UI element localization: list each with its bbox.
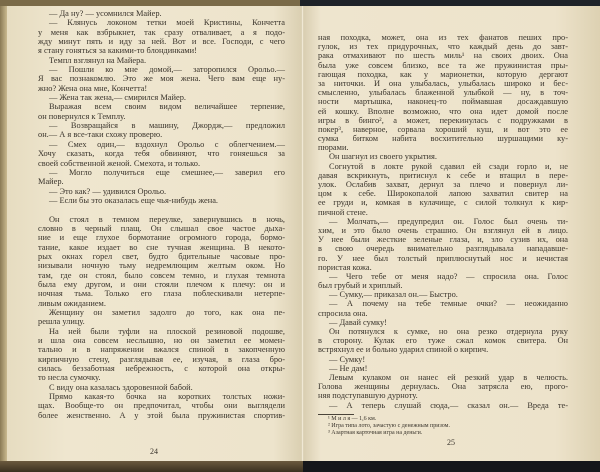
text-line: и шла она совсем неслышно, но он заметил ее момен- [38,336,285,346]
text-line: — А почему на тебе темные очки? — неожиданно [329,299,568,309]
text-line: пичной стене. [318,207,368,217]
text-line: У нее были жесткие зеленые глаза, и, зло сузив их, она [318,235,568,245]
text-line: низывали ночную тьму недремлющим желтым оком. Но [38,261,285,271]
text-line: была уже совсем близко, все та же пружинистая пры- [318,60,568,70]
text-line: ная походка, может, она из тех фанатов пеших про- [318,33,568,42]
book-cover-bottom-left [0,461,303,472]
footnote-divider [318,414,354,415]
text-line: в сторону. Кулак его туже сжал комок свитера. Он [318,336,568,346]
text-line: Прямо какая-то бочка на коротких толстых ножи- [49,392,285,402]
text-line: жно? Жена она мне, Кончетта! [38,83,148,93]
text-line: у меня как взбрыкнет, так сразу отваливает, а я подо- [38,27,285,37]
text-line: — Сумку,— приказал он.— Быстро. [329,290,458,300]
text-line: силась беззаботная небрежность, с которой она откры- [38,364,285,374]
text-line: то несла сумочку. [38,373,101,383]
text-line: кирпичную стену, разглядывая ее, изучая, в глаза бро- [38,354,285,364]
text-line: няя подступавшую дурноту. [318,391,418,401]
text-line: спросила она. [318,308,368,318]
text-line: — Клянусь локоном тетки моей Кристины, Кончетта [49,18,285,28]
text-line: была ему другом, и они стояли плечом к плечу: он и [38,279,285,289]
text-line: На ней были туфли на плоской резиновой подошве, [49,326,285,336]
text-line: я стану гоняться за какими-то блондинками! [38,46,197,56]
text-line: тание, какое издает во сне тучная женщина. В некото- [38,242,285,252]
text-line: Он стоял в темном переулке, завернувшись в ночь, [49,214,285,224]
text-line: встряхнул ее и больно ударил спиной о кирпич. [318,345,489,355]
text-line: Он потянулся к сумке, но она резко отдернула руку [329,327,568,336]
book-cover-bottom-right [303,461,600,472]
text-line: гающая походка, как у марионетки, которую дергают [318,69,568,79]
book-edge-left [0,6,7,461]
text-line: — Это как? — удивился Орольо. [49,186,167,196]
text-line: Выражая всем своим видом величайшее терпение, [49,102,285,112]
text-line: — Возвращайся в машину, Джордж,— предложил [49,121,285,131]
text-line: ливым ожиданием. [38,298,106,308]
text-line: ние и еще глухое бормотание огромного города, бормо- [38,233,285,243]
text-line: Левым кулаком он нанес ей резкий удар в челюсть. [329,372,568,382]
text-line: Он шагнул из своего укрытия. [329,152,437,162]
text-line: рака отмахивают по шесть миль¹ на своих двоих. Она [318,51,568,61]
page-number-left: 24 [150,447,158,456]
text-line: Голова женщины дернулась. Она затрясла ею, прого- [318,382,568,392]
text-line: он повернулся к Темплу. [38,111,126,121]
text-line: он.— А я все-таки схожу проверю. [38,130,163,140]
text-line: ности мартышка, наконец-то поймавшая досаждавшую [318,97,568,107]
text-line: словно в черный плащ. Он слышал свое частое дыха- [38,223,285,233]
book-gutter [301,6,304,461]
page-number-right: 25 [447,438,455,447]
footnotes [328,416,450,437]
text-line: рых окнах горел свет, будто бдительные часовые про- [38,251,285,261]
text-line: ей кошку. Вполне возможно, что она идет домой после [318,106,568,116]
text-line: го. У нее был толстый приплюснутый нос и нечистая [318,253,568,263]
text-line: Темпл взглянул на Майера. [49,55,147,65]
text-line: — Пошли ко мне домой,— заторопился Орольо.— [49,65,285,75]
text-line: жду минут пять и иду за ней. Вот и все. Господи, с чего [38,37,285,47]
text-line: ночная тьма. Только его глаза поблескивали нетерпе- [38,289,285,299]
text-line: — А теперь слушай сюда,— сказал он.— Вреда те- [329,400,568,410]
text-line: Хочу сказать, когда тебя обвиняют, что гоняешься за [38,149,285,159]
text-line: пюрами. [318,143,349,153]
text-line: — Давай сумку! [329,317,387,327]
text-line: гулок, из тех придурочных, что каждый день до завт- [318,42,568,52]
text-line: хим, и это было очень страшно. Он взглянул ей в лицо. [318,225,568,235]
text-line: давая вскрикнуть, притиснул к себе и втащил в пере- [318,170,568,180]
text-line: Согнутой в локте рукой сдавил ей сзади горло и, не [329,161,568,171]
text-line: — Если бы это оказалась еще чья-нибудь жена. [49,195,219,205]
text-line: цом к себе. Широкопалой лапою захватил свитер на [318,189,568,199]
text-line: в свою очередь внимательно разглядывала нападавше- [318,244,568,254]
footnote-3: ³ Азартная карточная игра на деньги. [328,430,423,436]
text-line: игры в бинго², а может, перекинулась с подружками в [318,115,568,125]
text-line: — Смех один,— вздохнул Орольо с облегчением.— [49,139,285,149]
text-line: — Не дам! [329,363,368,373]
text-line: более женственно. А у этой была пружинистая спортив- [38,410,285,420]
text-line: Я вас познакомлю. Это же моя жена. Чего вам еще ну- [38,74,285,84]
text-line: щах. Вообще-то он предпочитал, чтобы они выглядели [38,401,285,411]
text-line: решла улицу. [38,317,85,327]
text-line: — Могло получиться еще смешнее,— заверил его [49,167,285,177]
text-line: С виду она казалась здоровенной бабой. [49,382,193,392]
text-line: ее груди и, комкая в кулачище, с силой толкнул к кир- [318,198,568,208]
footnote-2: ² Игра типа лото, зачастую с денежным призом. [328,423,450,429]
text-line: — Да ну? — усомнился Майер. [49,9,162,18]
text-line: улок. Ослабив захват, дернул за плечо и повернул ли- [318,180,568,189]
text-line: тально и в напряжении вжался спиной в закопченную [38,345,285,355]
text-line: покер³, наверное, сорвала хороший куш, и вот это ее [318,124,568,134]
text-line: сумка битком набита восхитительно шуршащими ку- [318,134,568,144]
page-24-body-text [38,9,285,420]
text-line: там, где он стоял, было совсем темно, и глухая темнота [38,270,285,280]
text-line: пористая кожа. [318,262,372,272]
text-line: — Жена так жена,— смирился Майер. [49,93,187,103]
text-line: — Сумку! [329,354,366,364]
text-line: был грубый и хриплый. [318,281,403,291]
page-25-body-text [318,33,568,410]
text-line: Женщину он заметил задолго до того, как она пе- [49,308,285,317]
text-line: за ниточки. И она улыбалась, улыбалась широко и бес- [318,78,568,88]
text-line: — Молчать,— предупредил он. Голос был очень ти- [329,216,568,226]
text-line: своей собственной женой. Смехота, и только. [38,158,201,168]
text-line: Майер. [38,177,64,187]
text-line [38,205,285,214]
text-line: — Чего тебе от меня надо? — спросила она. Голос [329,271,568,281]
text-line: смысленно, улыбалась блаженной улыбкой — ну, в точ- [318,88,568,98]
footnote-1: ¹ М и л я — 1,6 км. [328,416,377,422]
